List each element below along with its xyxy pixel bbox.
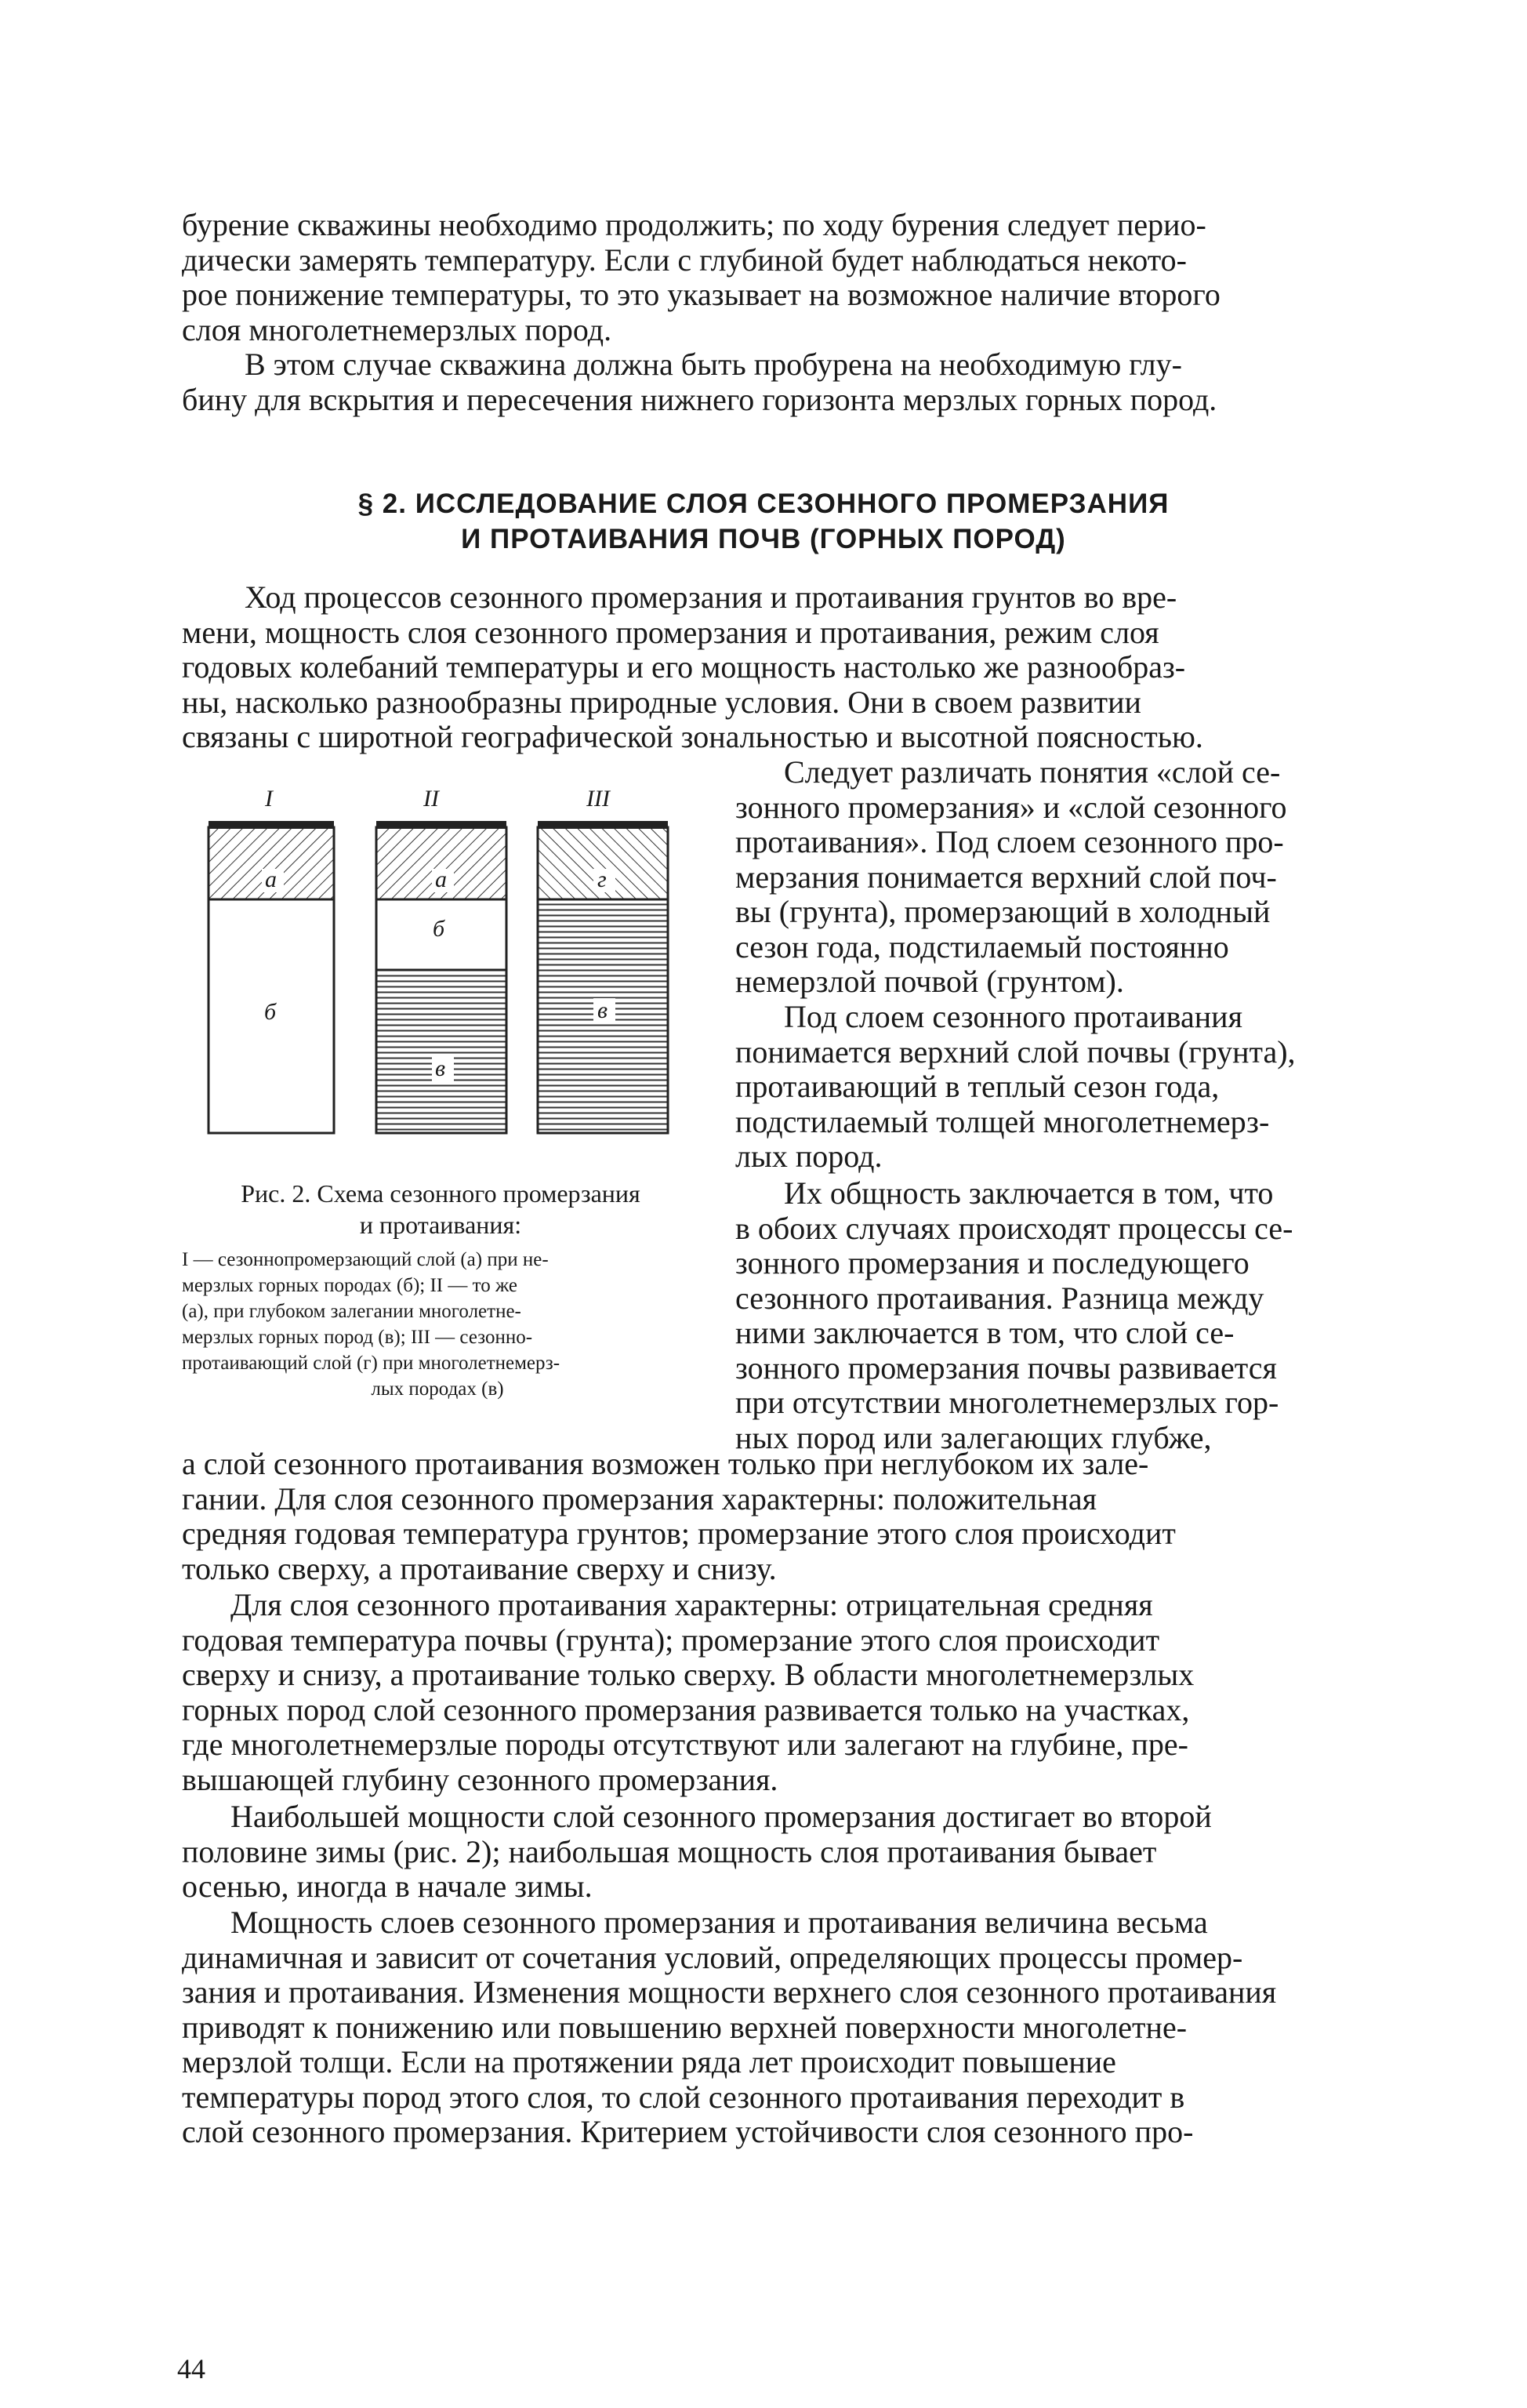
layer-label-v-col3: в	[597, 997, 608, 1023]
paragraph-5: Для слоя сезонного протаивания характерны: отрицательная средняя годовая температура почвы (грунта); промерзание этого слоя происходит сверху и снизу, а протаивание только сверху. В области многолетнемерзлых горных пород слой сезонного промерзания развивается только на участках, где многолетнемерзлые породы отсутствуют или залегают на глубине, пре- вышающей глубину сезонного промерзания.	[182, 1587, 1195, 1797]
side-paragraph-1: Следует различать понятия «слой се- зонного промерзания» и «слой сезонного протаивания». Под слоем сезонного про- мерзания понимается верхний слой поч- вы (грунта), промерзающий в холодный сезон года, подстилаемый постоянно немерзлой почвой (грунтом).	[735, 754, 1287, 999]
figure-legend: I — сезоннопромерзающий слой (а) при не- мерзлых горных породах (б); II — то же (а), при глубоком залегании многолетне- мерзлых горных пород (в); III — сезонно- протаивающий слой (г) при многолетнемерз- лых породах (в)	[182, 1249, 560, 1400]
layer-label-a-col2: а	[435, 866, 447, 892]
layer-label-g-col3: г	[597, 866, 607, 892]
column-label-1: I	[265, 786, 273, 812]
column-label-2: II	[423, 786, 439, 812]
layer-label-b-col1: б	[264, 999, 277, 1025]
paragraph-7: Мощность слоев сезонного промерзания и протаивания величина весьма динамичная и зависит от сочетания условий, определяющих процессы промер- зания и протаивания. Изменения мощности верхнего слоя сезонного протаивания приводят к понижению или повышению верхней поверхности многолетне- мерзлой толщи. Если на протяжении ряда лет происходит повышение температуры пород этого слоя, то слой сезонного протаивания переходит в слой сезонного промерзания. Критерием устойчивости слоя сезонного про-	[182, 1905, 1277, 2149]
paragraph-6: Наибольшей мощности слой сезонного промерзания достигает во второй половине зимы (рис. 2); наибольшая мощность слоя протаивания бывает осенью, иногда в начале зимы.	[182, 1799, 1212, 1904]
column-label-3: III	[586, 786, 610, 812]
section-heading: § 2. ИССЛЕДОВАНИЕ СЛОЯ СЕЗОННОГО ПРОМЕРЗАНИЯ И ПРОТАИВАНИЯ ПОЧВ (ГОРНЫХ ПОРОД)	[357, 489, 1170, 554]
paragraph-4: а слой сезонного протаивания возможен только при неглубоком их зале- гании. Для слоя сезонного промерзания характерны: положительная средняя годовая температура грунтов; промерзание этого слоя происходит только сверху, а протаивание сверху и снизу.	[182, 1446, 1176, 1586]
layer-label-b-col2: б	[433, 916, 445, 942]
page-number: 44	[177, 2353, 205, 2384]
paragraph-3: Ход процессов сезонного промерзания и протаивания грунтов во вре- мени, мощность слоя сезонного промерзания и протаивания, режим слоя годовых колебаний температуры и его мощность настолько же разнообраз- ны, насколько разнообразны природные условия. Они в своем развитии связаны с широтной географической зональностью и высотной поясностью.	[182, 579, 1203, 754]
layer-label-v-col2: в	[435, 1055, 446, 1081]
layer-label-a-col1: а	[265, 866, 277, 892]
paragraph-2: В этом случае скважина должна быть пробурена на необходимую глу- бину для вскрытия и пересечения нижнего горизонта мерзлых горных пород.	[182, 347, 1217, 417]
side-paragraph-3: Их общность заключается в том, что в обоих случаях происходят процессы се- зонного промерзания и последующего сезонного протаивания. Разница между ними заключается в том, что слой се- зонного промерзания почвы развивается при отсутствии многолетнемерзлых гор- ных пород или залегающих глубже,	[735, 1175, 1293, 1455]
intro-paragraph: бурение скважины необходимо продолжить; по ходу бурения следует перио- дически замерять температуру. Если с глубиной будет наблюдаться некото- рое понижение температуры, то это указывает на возможное наличие второго слоя многолетнемерзлых пород.	[182, 207, 1221, 347]
side-paragraph-2: Под слоем сезонного протаивания понимается верхний слой почвы (грунта), протаивающий в теплый сезон года, подстилаемый толщей многолетнемерз- лых пород.	[735, 999, 1296, 1174]
figure-caption: Рис. 2. Схема сезонного промерзания и протаивания:	[241, 1179, 640, 1239]
